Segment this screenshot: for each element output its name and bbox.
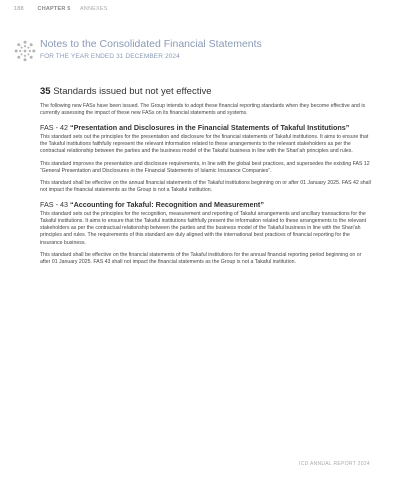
page-footer: ICD ANNUAL REPORT 2024 [299, 461, 370, 467]
section-intro: The following new FASs have been issued. The Group intends to adopt these financial reporting standards when they become effective and is currently assessing the impact of these new FASs on its financial statements and systems. [40, 103, 366, 117]
rosette-logo-icon [14, 40, 36, 62]
fas42-heading [40, 124, 372, 133]
section-label: ANNEXES [79, 6, 108, 12]
fas43-title: “Accounting for Takaful: Recognition and Measurement” [69, 200, 264, 210]
page-number: 188 [14, 6, 24, 12]
page-title: Notes to the Consolidated Financial Statements [40, 38, 262, 50]
fas43-paragraph-1: This standard sets out the principles for the recognition, measurement and reporting of Takaful arrangements and ancillary transactions for the Takaful institutions. It aims to ensure that the Takaful institutions faithfully present the information related to these arrangements to the relevant stakeholders as per the contractual relationship between the parties and the business model of the Takaful business in line with the Shari’ah principles and rules. The requirements of this standard are duly aligned with the international best practices of financial reporting for the insurance business. [40, 210, 367, 246]
page-subtitle: FOR THE YEAR ENDED 31 DECEMBER 2024 [40, 53, 180, 60]
section-heading [40, 86, 372, 97]
fas43-paragraph-2: This standard shall be effective on the financial statements of the Takaful institutions for the annual financial reporting period beginning on or after 01 January 2025. FAS 43 shall not impact the financial statements as the Group is not a Takaful institution. [40, 251, 362, 266]
fas42-code: FAS - 42 [40, 123, 68, 133]
fas42-title: “Presentation and Disclosures in the Financial Statements of Takaful Institutions” [69, 123, 350, 133]
chapter-label: CHAPTER 5 [37, 6, 71, 12]
fas43-code: FAS - 43 [40, 200, 68, 210]
fas42-paragraph-1: This standard sets out the principles for the presentation and disclosure for the financial statements of Takaful institutions. It aims to ensure that the Takaful institutions faithfully represent the relevant information related to these arrangements to the relevant stakeholders as per the contractual relationship between the parties and the business model of the Takaful business in line with the Shari’ah principles and rules. [40, 133, 369, 155]
main-content [40, 86, 372, 271]
fas43-heading [40, 201, 372, 210]
section-title: Standards issued but not yet effective [53, 86, 212, 97]
page-header [14, 6, 108, 12]
section-number: 35 [40, 86, 51, 97]
fas42-paragraph-2: This standard improves the presentation and disclosure requirements, in line with the global best practices, and supersedes the existing FAS 12 “General Presentation and Disclosures in the Financial Statements of Islamic Insurance Companies”. [40, 160, 370, 174]
fas42-paragraph-3: This standard shall be effective on the annual financial statements of the Takaful institutions beginning on or after 01 January 2025. FAS 42 shall not impact the financial statements as the Group is not a Takaful institution. [40, 179, 371, 194]
